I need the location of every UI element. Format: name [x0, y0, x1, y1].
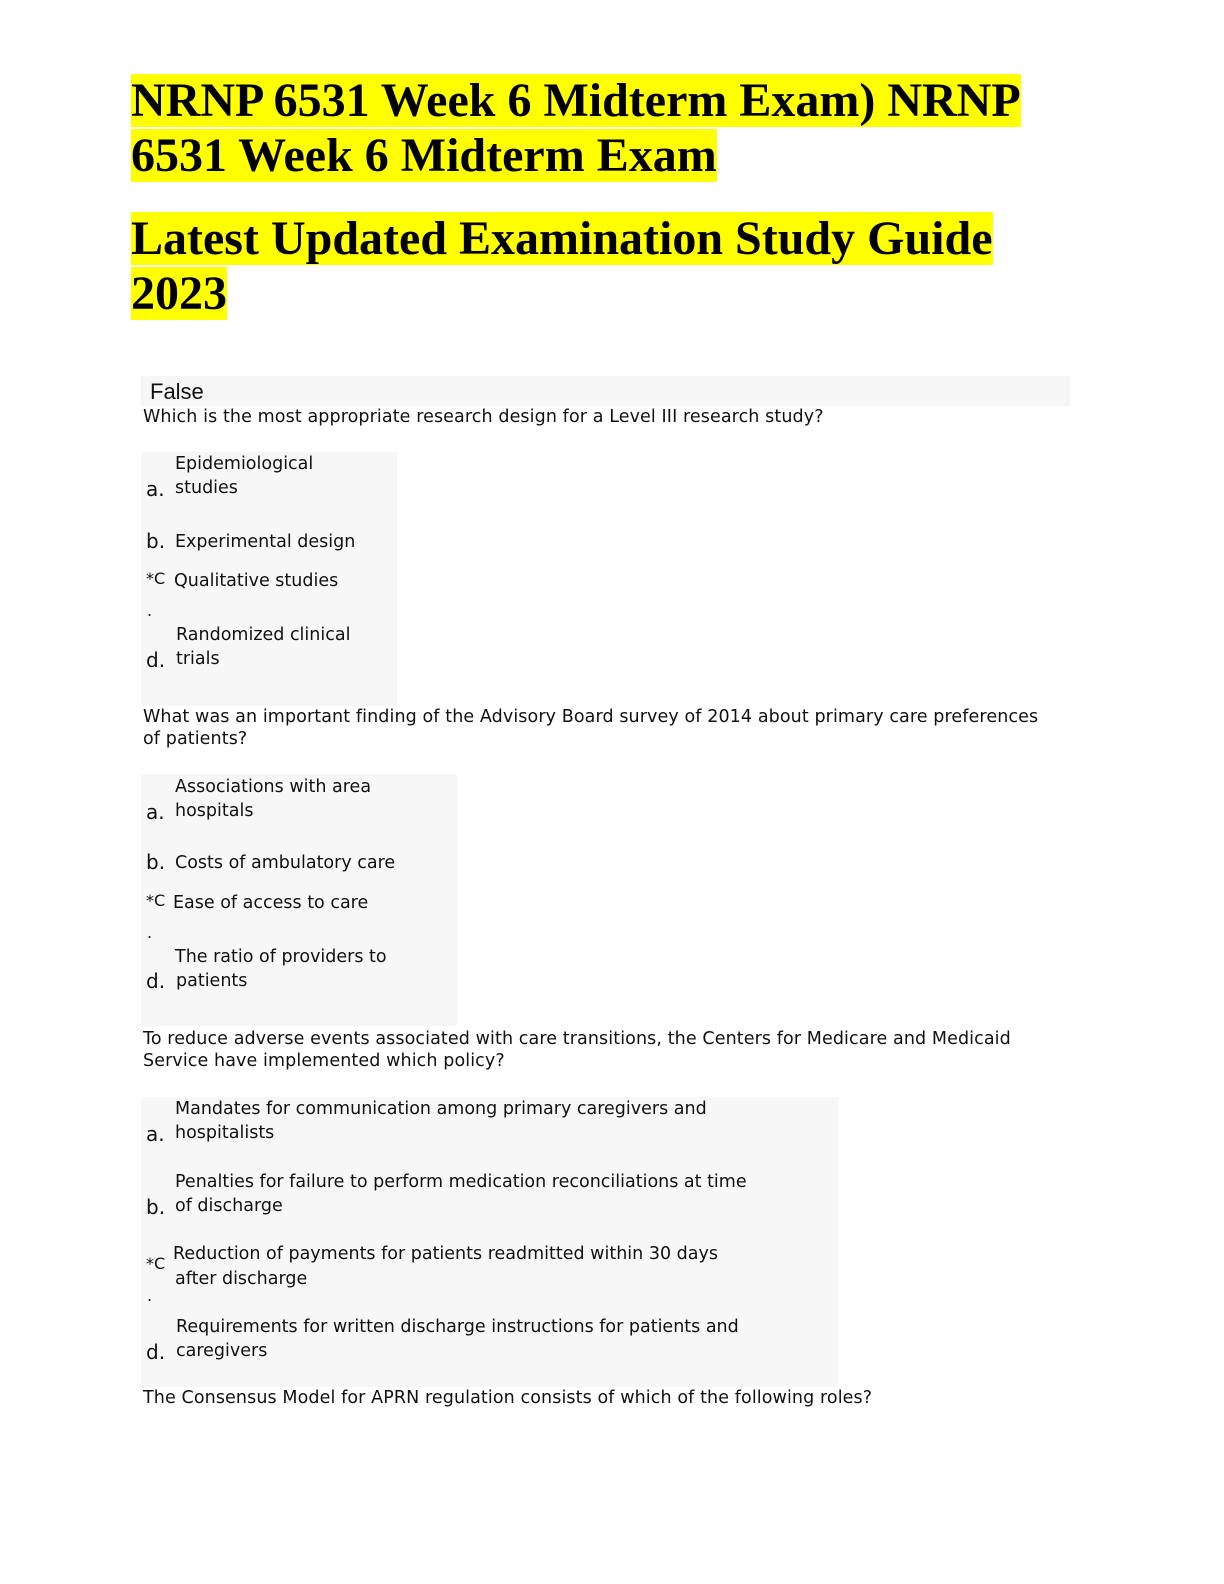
option-letter: d. — [146, 1340, 166, 1364]
option-letter: b. — [146, 850, 166, 874]
question-1-text: Which is the most appropriate research design for a Level III research study? — [143, 407, 824, 427]
option-letter: d. — [146, 648, 166, 672]
question-3-text: To reduce adverse events associated with care transitions, the Centers for Medicare and Medicaid Service have implemented which policy? — [143, 1029, 1011, 1071]
question-3-options: Mandates for communication among primary caregivers and hospitalists a. Penalties for failure to perform medication reconciliations at time of discharge b. Reduction of payments for patients readmitted within 30 days *C after discharge . Requirements for written discharge instructions for patients and caregivers d. — [141, 1097, 838, 1387]
document-subtitle: Latest Updated Examination Study Guide 2023 — [131, 212, 993, 320]
question-2-text: What was an important finding of the Advisory Board survey of 2014 about primary care preferences of patients? — [143, 707, 1039, 749]
correct-marker: *C — [146, 1254, 166, 1273]
option-letter: b. — [146, 529, 166, 553]
option-letter: b. — [146, 1195, 166, 1219]
option-letter: a. — [146, 800, 165, 824]
option-letter: d. — [146, 969, 166, 993]
document-title: NRNP 6531 Week 6 Midterm Exam) NRNP 6531 Week 6 Midterm Exam — [131, 74, 1021, 182]
option-letter: a. — [146, 477, 165, 501]
question-2-options: Associations with area hospitals a. b. Costs of ambulatory care *C Ease of access to care . The ratio of providers to patients d. — [141, 774, 457, 1026]
option-letter: a. — [146, 1122, 165, 1146]
previous-answer-bar — [141, 376, 1070, 406]
question-1-options: Epidemiological studies a. b. Experimental design *C Qualitative studies . Randomized clinical trials d. — [141, 452, 397, 706]
question-4-text: The Consensus Model for APRN regulation consists of which of the following roles? — [143, 1388, 873, 1408]
correct-marker: *C — [146, 569, 166, 588]
previous-answer-text: False — [150, 379, 204, 404]
correct-marker: *C — [146, 891, 166, 910]
